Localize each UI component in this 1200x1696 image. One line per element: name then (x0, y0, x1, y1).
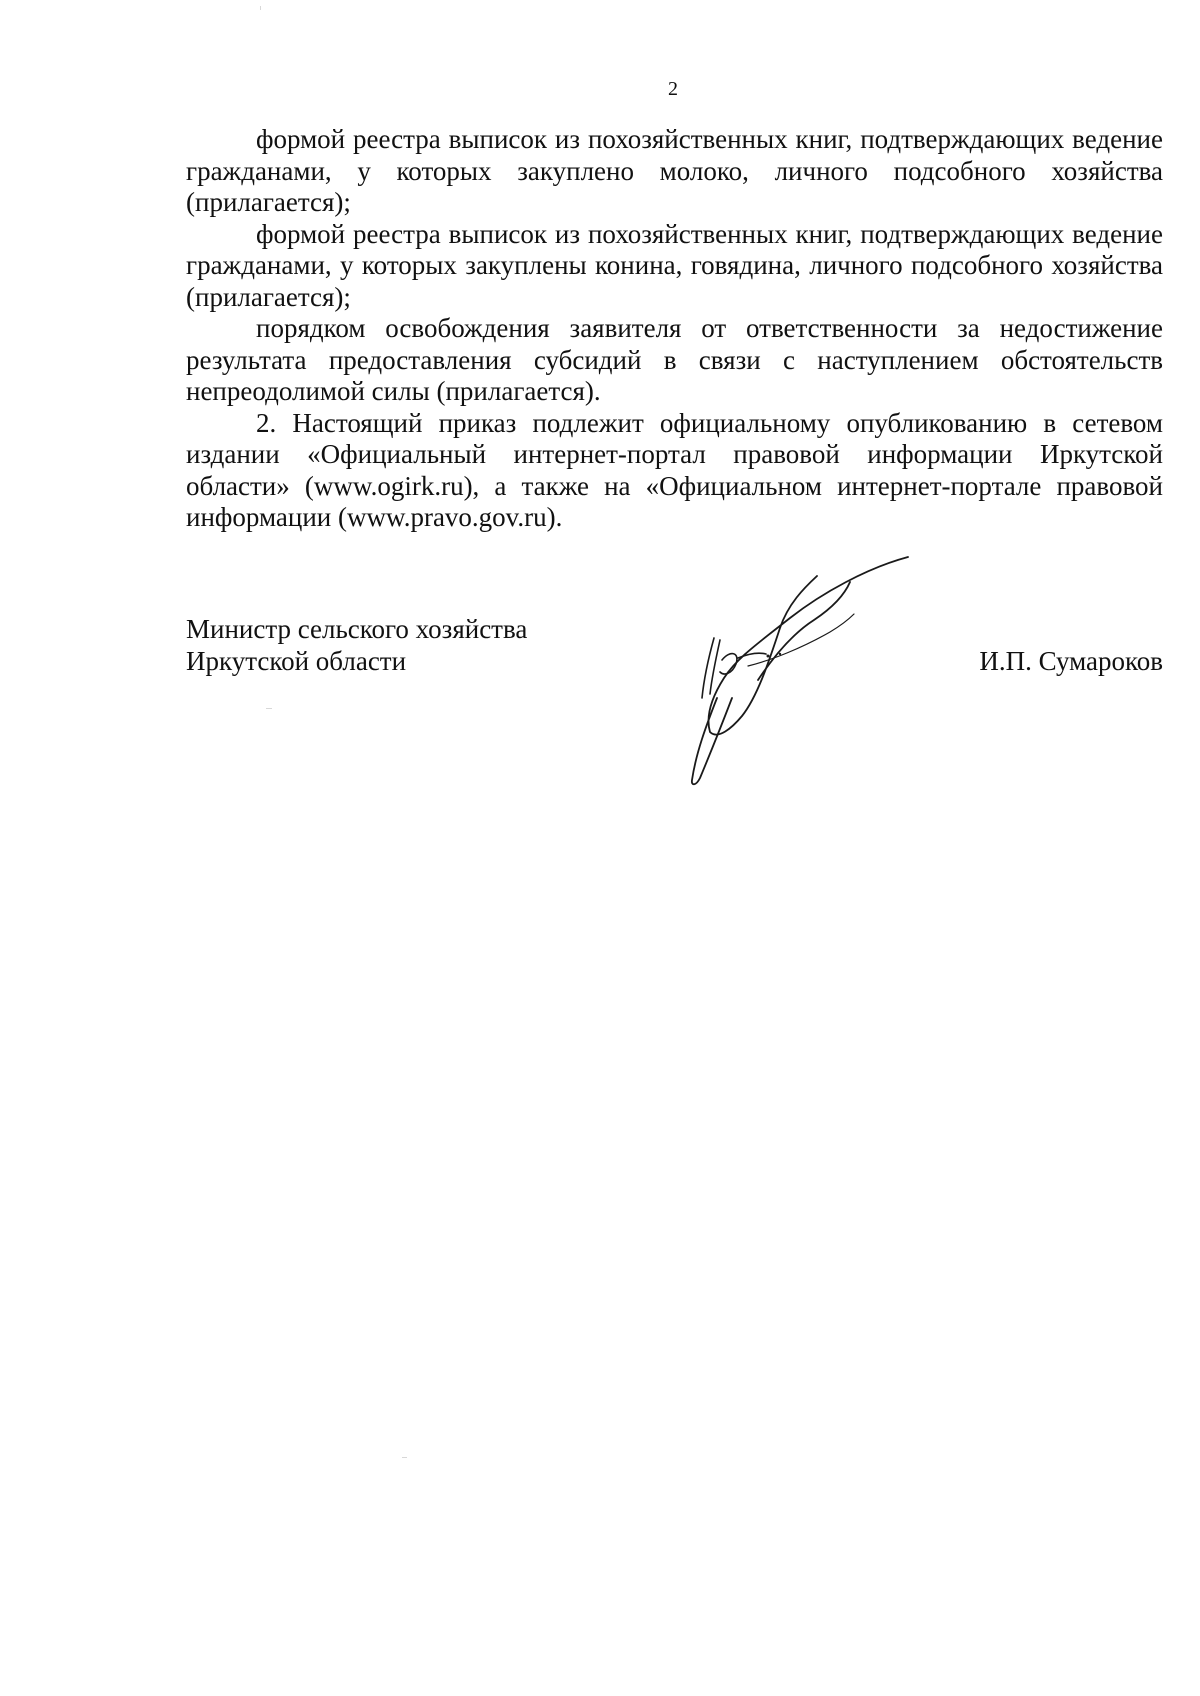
signer-position-line-2: Иркутской области (186, 645, 407, 676)
document-body (186, 124, 1163, 534)
paragraph-publication-clause: 2. Настоящий приказ подлежит официальному опубликованию в сетевом издании «Официальный интернет-портал правовой информации Иркутской области» (www.ogirk.ru), а также на «Официальном интернет-портале правовой информации (www.pravo.gov.ru). (186, 407, 1163, 532)
paragraph-meat-registry-form: формой реестра выписок из похозяйственных книг, подтверждающих ведение гражданами, у которых закуплены конина, говядина, личного подсобного хозяйства (прилагается); (186, 218, 1163, 312)
scan-artifact (266, 708, 272, 709)
handwritten-signature (662, 548, 922, 798)
signature-dot (767, 655, 770, 658)
paragraph-force-majeure-procedure: порядком освобождения заявителя от ответственности за недостижение результата предоставления субсидий в связи с наступлением обстоятельств непреодолимой силы (прилагается). (186, 313, 1163, 406)
signature-dot (779, 653, 781, 655)
signature-stroke-flourish (748, 614, 854, 666)
signer-name: И.П. Сумароков (979, 645, 1163, 676)
signature-stroke-sweep (709, 557, 908, 735)
signer-position (186, 614, 527, 677)
scan-artifact (402, 1457, 407, 1458)
signer-position-line-1: Министр сельского хозяйства (186, 614, 528, 644)
scan-artifact (260, 6, 261, 10)
signature-stroke-initials (702, 638, 766, 698)
page-number: 2 (668, 78, 678, 100)
paragraph-milk-registry-form: формой реестра выписок из похозяйственных книг, подтверждающих ведение гражданами, у которых закуплено молоко, личного подсобного хозяйства (прилагается); (186, 124, 1163, 217)
signature-stroke-descender (692, 698, 732, 784)
signature-stroke-hook (758, 582, 850, 680)
